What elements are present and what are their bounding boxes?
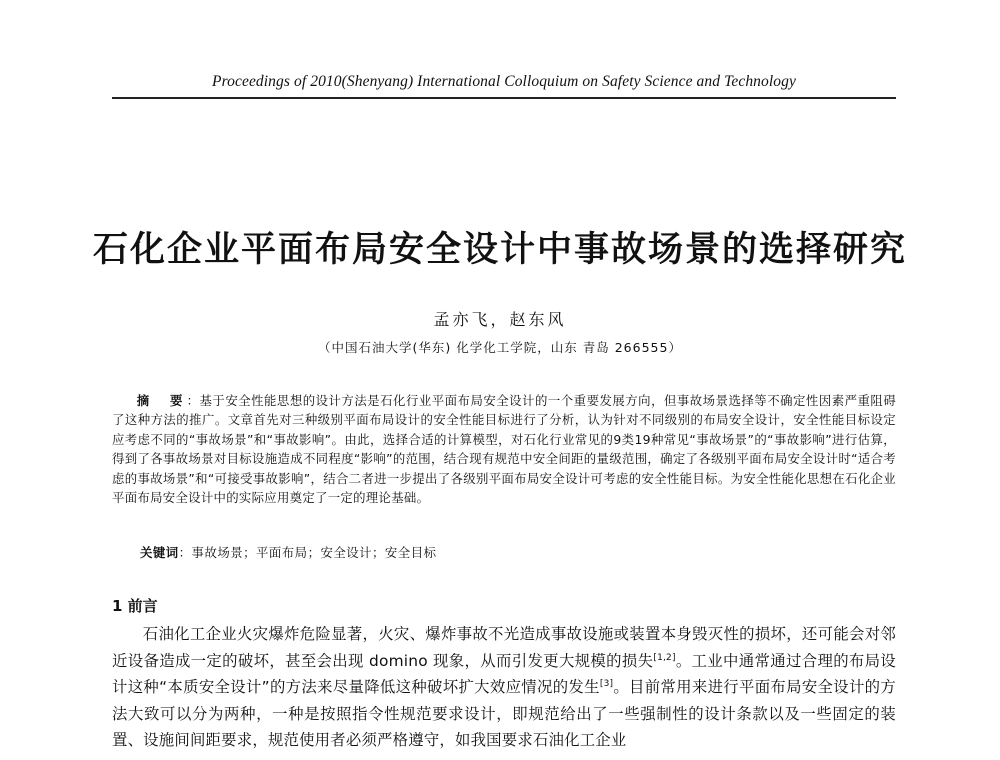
section-heading-introduction: 1 前言 [112, 597, 158, 615]
introduction-paragraph [112, 621, 896, 754]
paper-title: 石化企业平面布局安全设计中事故场景的选择研究 [92, 229, 907, 270]
paragraph-text: 。目前常用来进行平面布局安全设计的方法大致可以分为两种，一种是按照指令性规范要求设计，即规范给出了一些强制性的设计条款以及一些固定的装置、设施间间距要求，规范使用者必须严格遵守，如我国要求石油化工企业 [112, 678, 896, 749]
author-list: 孟亦飞，赵东风 [433, 310, 567, 329]
header-rule [112, 97, 896, 99]
keywords [140, 543, 896, 561]
affiliation: （中国石油大学(华东) 化学化工学院，山东 青岛 266555） [318, 340, 682, 355]
paragraph-text: 。工业中通常通过合理的布局设计这种“本质安全设计”的方法来尽量降低这种破坏扩大效应情况的发生 [112, 651, 896, 696]
running-header: Proceedings of 2010(Shenyang) International Colloquium on Safety Science and Technology [212, 73, 796, 90]
abstract-label: 摘 要 [136, 393, 187, 408]
keywords-label: 关键词 [140, 545, 179, 560]
paragraph-text: 石油化工企业火灾爆炸危险显著，火灾、爆炸事故不光造成事故设施或装置本身毁灭性的损坏，还可能会对邻近设备造成一定的破坏，甚至会出现 domino 现象，从而引发更大规模的损失 [112, 625, 896, 670]
citation-ref: [3] [599, 678, 614, 689]
keywords-text: ：事故场景；平面布局；安全设计；安全目标 [178, 545, 437, 560]
abstract-text: ：基于安全性能思想的设计方法是石化行业平面布局安全设计的一个重要发展方向，但事故场景选择等不确定性因素严重阻碍了这种方法的推广。文章首先对三种级别平面布局设计的安全性能目标进行了分析，认为针对不同级别的布局安全设计，安全性能目标设定应考虑不同的“事故场景”和“事故影响”。由此，选择合适的计算模型，对石化行业常见的9类19种常见“事故场景”的“事故影响”进行估算，得到了各事故场景对目标设施造成不同程度“影响”的范围，结合现有规范中安全间距的量级范围，确定了各级别平面布局安全设计时“适合考虑的事故场景”和“可接受事故影响”，结合二者进一步提出了各级别平面布局安全设计可考虑的安全性能目标。为安全性能化思想在石化企业平面布局安全设计中的实际应用奠定了一定的理论基础。 [112, 393, 897, 506]
citation-ref: [1,2] [653, 652, 676, 663]
abstract [112, 391, 896, 507]
